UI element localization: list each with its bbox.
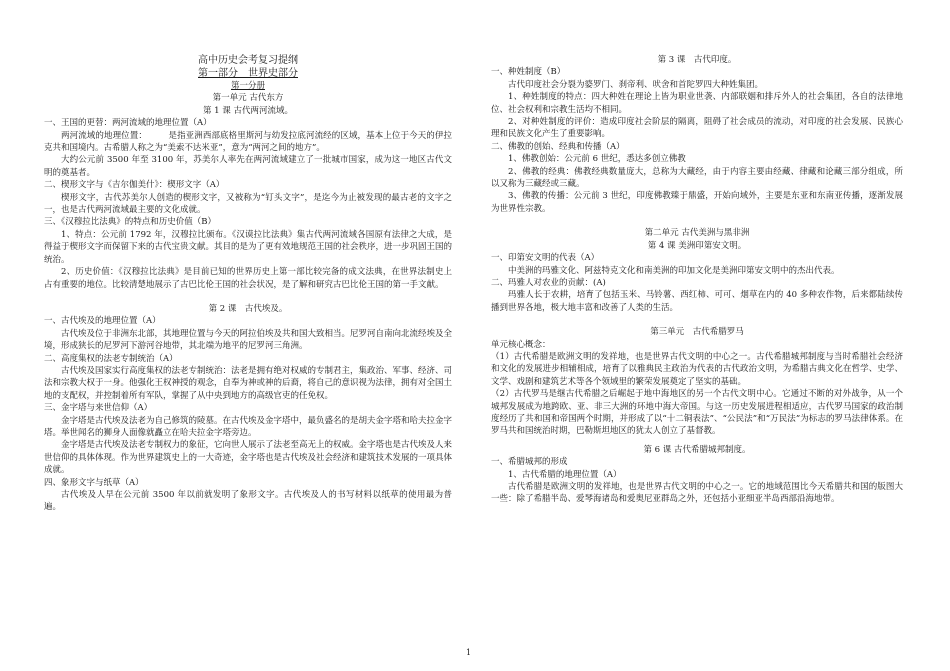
lesson-heading: 第 4 课 美洲印第安文明。: [647, 240, 747, 251]
paragraph: 古代埃及人早在公元前 3500 年以前就发明了象形文字。古代埃及人的书写材料以纸草的使用最为普遍。: [44, 490, 452, 513]
lesson-heading: 第 3 课 古代印度。: [657, 55, 737, 65]
part-heading: 第一部分 世界史部分: [198, 68, 298, 79]
paragraph: 古代埃及位于非洲东北部，其地理位置与今天的阿拉伯埃及共和国大致相当。尼罗河自南向北流经埃及全境，形成狭长的尼罗河下游河谷地带，其北端为地平的尼罗河三角洲。: [44, 328, 453, 352]
document-title: 高中历史会考复习提纲: [198, 55, 298, 66]
section-heading: 二、佛教的创始、经典和传播（A）: [491, 141, 625, 152]
section-heading: 二、高度集权的法老专制统治（A）: [44, 353, 178, 364]
left-column: [44, 54, 452, 514]
paragraph: 1、特点：公元前 1792 年，汉穆拉比颁布。《汉谟拉比法典》集古代两河流域各国原有法律之大成，是得益于楔形文字而保留下来的古代宝贵文献。其目的是为了更有效地规范王国的社会秩序，进一步巩固王国的统治。: [44, 229, 453, 265]
section-heading: 二、楔形文字与《吉尔伽美什》：楔形文字（A）: [44, 180, 225, 191]
paragraph: 古代埃及国家实行高度集权的法老专制统治：法老是拥有绝对权威的专制君主，集政治、军事、经济、司法和宗教大权于一身。他强化王权神授的观念，自奉为神或神的后裔，将自己的意识视为法律，拥有对全国土地的支配权，并控制着所有军队，掌握了从中央到地方的高级官吏的任免权。: [44, 365, 453, 401]
section-heading: 一、印第安文明的代表（A）: [491, 253, 600, 264]
paragraph: 楔形文字，古代苏美尔人创造的楔形文字，又被称为“钉头文字”，是迄今为止被发现的最古老的文字之一，也是古代两河流域最主要的文化成就。: [44, 192, 452, 216]
section-heading: 一、古代埃及的地理位置（A）: [44, 316, 161, 327]
section-heading: 一、种姓制度（B）: [491, 67, 566, 78]
paragraph: 1、佛教创始：公元前 6 世纪，悉达多创立佛教: [508, 154, 686, 165]
core-concepts-heading: 单元核心概念：: [491, 339, 551, 350]
lesson-heading: 第 2 课 古代埃及。: [208, 303, 288, 314]
lesson-heading: 第 6 课 古代希腊城邦制度。: [643, 444, 751, 455]
section-heading: 1、古代希腊的地理位置（A）: [508, 469, 622, 480]
paragraph: （1）古代希腊是欧洲文明的发祥地，也是世界古代文明的中心之一。古代希腊城邦制度与当时希腊社会经济和文化的发展进步相辅相成，培育了以雅典民主政治为代表的古代政治文明，为希腊古典文化在哲学、史学、文学、戏剧和建筑艺术等各个领域里的繁荣发展奠定了坚实的基础。: [491, 351, 903, 387]
paragraph: 古代印度社会分裂为婆罗门、刹帝利、吠舍和首陀罗四大种姓集团。: [508, 79, 764, 90]
paragraph: 3、佛教的传播：公元前 3 世纪，印度佛教臻于鼎盛，开始向域外，主要是东亚和东南亚传播，逐渐发展为世界性宗教。: [491, 191, 903, 214]
paragraph: 2、对种姓制度的评价：造成印度社会阶层的隔离，阻碍了社会成员的流动，对印度的社会发展、民族心理和民族文化产生了重要影响。: [491, 117, 903, 140]
paragraph: 中美洲的玛雅文化、阿兹特克文化和南美洲的印加文化是美洲印第安文明中的杰出代表。: [508, 265, 840, 276]
section-heading: 三、金字塔与来世信仰（A）: [44, 403, 153, 414]
page-number: 1: [466, 648, 472, 657]
lesson-heading: 第 1 课 古代两河流域。: [202, 105, 293, 116]
section-heading: 一、希腊城邦的形成: [491, 457, 568, 468]
unit-heading: 第三单元 古代希腊罗马: [650, 327, 744, 338]
unit-heading: 第二单元 古代美洲与黑非洲: [644, 228, 750, 239]
section-heading: 一、王国的更替：两河流域的地理位置（A）: [44, 118, 212, 129]
paragraph: 古代希腊是欧洲文明的发祥地，也是世界古代文明的中心之一。它的地域范围比今天希腊共和国的版图大一些：除了希腊半岛、爱琴海诸岛和爱奥尼亚群岛之外，还包括小亚细亚半岛西部沿海地带。: [491, 482, 903, 505]
paragraph: 金字塔是古代埃及法老为自己修筑的陵墓。在古代埃及金字塔中，最负盛名的是胡夫金字塔和哈夫拉金字塔。举世闻名的狮身人面像就矗立在哈夫拉金字塔旁边。: [44, 415, 453, 438]
paragraph: （2）古代罗马是继古代希腊之后崛起于地中海地区的另一个古代文明中心。它通过不断的对外战争，从一个城邦发展成为地跨欧、亚、非三大洲的环地中海大帝国。与这一历史发展进程相适应，古代罗马国家的政治制度经历了共和国和帝国两个时期，并形成了以“十二铜表法”、“公民法”和“万民法”为标志的罗马法律体系。在罗马共和国统治时期，巴勒斯坦地区的犹太人创立了基督教。: [491, 389, 903, 437]
paragraph: 两河流域的地理位置： 是指亚洲西部底格里斯河与幼发拉底河流经的区域，基本上位于今天的伊拉克共和国境内。古希腊人称之为“美索不达米亚”，意为“两河之间的地方”。: [44, 130, 452, 154]
section-heading: 四、象形文字与纸草（A）: [44, 477, 144, 488]
unit-heading: 第一单元 古代东方: [212, 93, 284, 104]
paragraph: 玛雅人长于农耕，培育了包括玉米、马铃薯、西红柿、可可、烟草在内的 40 多种农作物，后来都陆续传播到世界各地，极大地丰富和改善了人类的生活。: [491, 290, 903, 313]
paragraph: 2、历史价值：《汉穆拉比法典》是目前已知的世界历史上第一部比较完备的成文法典，在世界法制史上占有重要的地位。比较清楚地展示了古巴比伦王国的社会状况，是了解和研究古巴比伦王国的第一手文献。: [44, 267, 452, 290]
section-heading: 三、《汉穆拉比法典》的特点和历史价值（B）: [44, 217, 216, 228]
right-column: [491, 54, 903, 506]
section-heading: 二、玛雅人对农业的贡献：(A): [491, 277, 606, 288]
volume-heading: 第一分册: [230, 81, 265, 91]
paragraph: 2、佛教的经典：佛教经典数量庞大，总称为大藏经，由于内容主要由经藏、律藏和论藏三部分组成，所以又称为三藏经或三藏。: [491, 166, 903, 190]
paragraph: 金字塔是古代埃及法老专制权力的象征，它向世人展示了法老至高无上的权威。金字塔也是古代埃及人来世信仰的具体体现。作为世界建筑史上的一大奇迹，金字塔也是古代埃及社会经济和建筑技术发展的一项具体成就。: [44, 440, 453, 476]
paragraph: 大约公元前 3500 年至 3100 年，苏美尔人率先在两河流域建立了一批城市国家，成为这一地区古代文明的奠基者。: [44, 155, 452, 178]
paragraph: 1、种姓制度的特点：四大种姓在理论上皆为职业世袭、内部联姻和排斥外人的社会集团，各自的法律地位、社会权利和宗教生活均不相同。: [491, 92, 903, 115]
